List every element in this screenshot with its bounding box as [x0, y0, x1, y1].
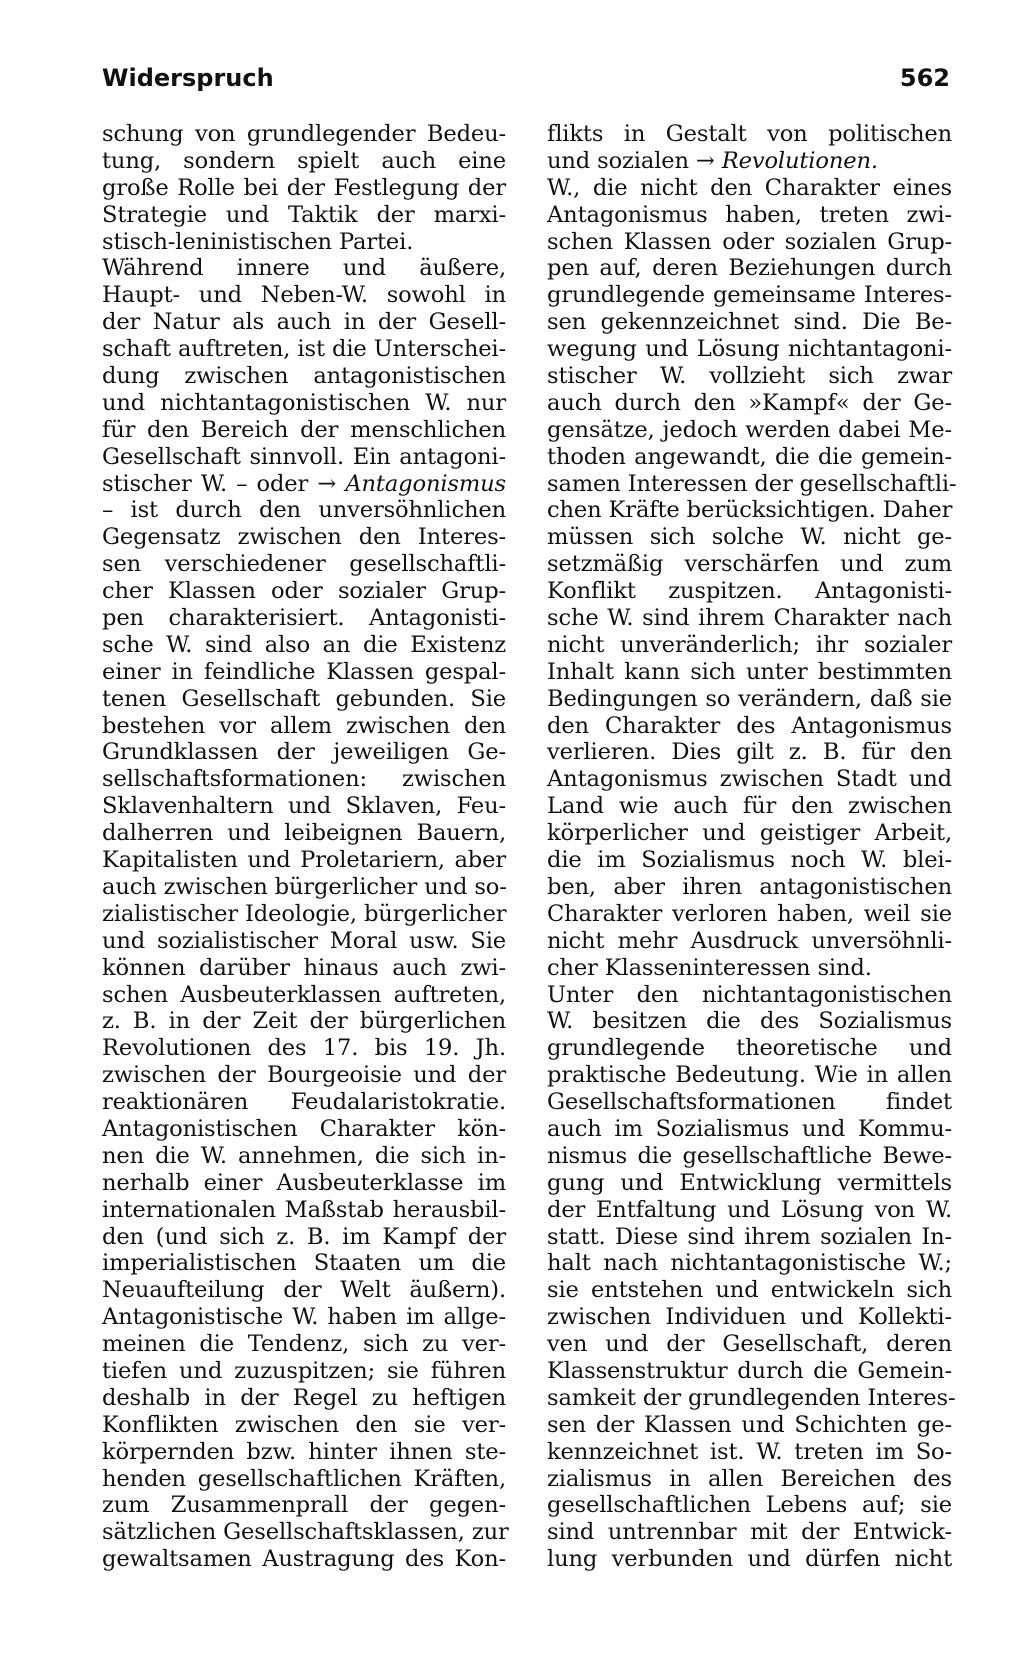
text-line — [102, 901, 506, 928]
text-line-content: zwischen Individuen und Kollekti- — [547, 1304, 952, 1331]
text-line — [547, 578, 952, 605]
text-line-content: schen Ausbeuterklassen auftreten, — [102, 981, 506, 1008]
text-line — [102, 255, 506, 282]
text-line — [102, 1492, 506, 1519]
text-line-content: halt nach nichtantagonistische W.; — [547, 1250, 952, 1277]
text-line — [102, 1170, 506, 1197]
text-line-content: samkeit der grundlegenden Interes- — [547, 1384, 956, 1411]
text-line-content: kennzeichnet ist. W. treten im So- — [547, 1438, 952, 1465]
text-line-content: Haupt- und Neben-W. sowohl in — [102, 282, 506, 309]
text-line — [547, 1546, 952, 1573]
text-line-content: – ist durch den unversöhnlichen — [102, 497, 506, 524]
text-line-content: imperialistischen Staaten um die — [102, 1250, 506, 1277]
text-line — [102, 551, 506, 578]
text-line — [547, 1412, 952, 1439]
text-line-content: dalherren und leibeignen Bauern, — [102, 820, 506, 847]
text-line-content: auch im Sozialismus und Kommu- — [547, 1115, 952, 1142]
text-line — [547, 739, 952, 766]
text-line-content: sen verschiedener gesellschaftli- — [102, 551, 506, 578]
text-line — [102, 874, 506, 901]
text-line-content: Revolutionen des 17. bis 19. Jh. — [102, 1035, 506, 1062]
text-line — [547, 982, 952, 1009]
text-line — [547, 1439, 952, 1466]
text-line-content: sellschaftsformationen: zwischen — [102, 766, 506, 793]
text-line — [102, 524, 506, 551]
text-line — [547, 1008, 952, 1035]
text-line-content: deshalb in der Regel zu heftigen — [102, 1384, 506, 1411]
text-line-content: der Entfaltung und Lösung von W. — [547, 1196, 952, 1223]
text-line — [547, 713, 952, 740]
text-line-content: sätzlichen Gesellschaftsklassen, zur — [102, 1519, 509, 1546]
text-line — [102, 471, 506, 498]
text-line — [102, 713, 506, 740]
text-line — [547, 901, 952, 928]
text-line — [102, 847, 506, 874]
text-line-content: tiefen und zuzuspitzen; sie führen — [102, 1357, 506, 1384]
text-line — [102, 1331, 506, 1358]
text-line-content: stischer W. vollzieht sich zwar — [547, 363, 952, 390]
text-line-content: cher Klasseninteressen sind. — [547, 954, 872, 981]
text-line-content: W., die nicht den Charakter eines — [547, 174, 952, 201]
text-line — [547, 309, 952, 336]
text-line — [547, 1492, 952, 1519]
text-line-content: Sklavenhaltern und Sklaven, Feu- — [102, 793, 506, 820]
text-line-content: statt. Diese sind ihrem sozialen In- — [547, 1223, 952, 1250]
text-line-content: große Rolle bei der Festlegung der — [102, 174, 506, 201]
text-line — [547, 121, 952, 148]
text-line — [102, 1439, 506, 1466]
text-line-content: chen Kräfte berücksichtigen. Daher — [547, 497, 953, 524]
text-line — [102, 1466, 506, 1493]
text-line — [102, 497, 506, 524]
text-line-content: müssen sich solche W. nicht ge- — [547, 524, 952, 551]
text-line-content: tung, sondern spielt auch eine — [102, 147, 506, 174]
text-line — [102, 1197, 506, 1224]
text-line-content: sie entstehen und entwickeln sich — [547, 1277, 952, 1304]
text-line-content: Konflikten zwischen den sie ver- — [102, 1411, 506, 1438]
left-text-column — [102, 121, 509, 1573]
text-line — [102, 121, 506, 148]
text-line-content: Grundklassen der jeweiligen Ge- — [102, 739, 506, 766]
text-line-content: den Charakter des Antagonismus — [547, 712, 952, 739]
text-line-content: Kapitalisten und Proletariern, aber — [102, 847, 506, 874]
text-line-content: sche W. sind ihrem Charakter nach — [547, 605, 952, 632]
text-line-content: zum Zusammenprall der gegen- — [102, 1492, 506, 1519]
text-line — [102, 1546, 506, 1573]
text-line — [547, 390, 952, 417]
text-line-content: Neuaufteilung der Welt äußern). — [102, 1277, 506, 1304]
text-line-content: W. besitzen die des Sozialismus — [547, 1008, 952, 1035]
text-line — [547, 928, 952, 955]
text-line-content: flikts in Gestalt von politischen — [547, 121, 952, 147]
text-line — [102, 444, 506, 471]
text-line — [102, 202, 506, 229]
text-line — [102, 686, 506, 713]
text-line-content: Antagonistische W. haben im allge- — [102, 1304, 506, 1331]
text-line — [547, 1143, 952, 1170]
text-line-content: tenen Gesellschaft gebunden. Sie — [102, 685, 506, 712]
text-line — [102, 309, 506, 336]
text-line-content: der Natur als auch in der Gesell- — [102, 309, 506, 336]
text-line-content: stisch-leninistischen Partei. — [102, 228, 414, 255]
text-line — [547, 955, 952, 982]
text-line-content: Während innere und äußere, — [102, 255, 506, 282]
text-line — [102, 1224, 506, 1251]
text-line — [547, 605, 952, 632]
text-line — [547, 1116, 952, 1143]
text-line — [102, 739, 506, 766]
running-head-title: Widerspruch — [102, 64, 274, 92]
text-line-content: für den Bereich der menschlichen — [102, 416, 506, 443]
text-line — [102, 1358, 506, 1385]
text-line — [547, 1358, 952, 1385]
text-line-content: können darüber hinaus auch zwi- — [102, 954, 506, 981]
text-line-content: sind untrennbar mit der Entwick- — [547, 1519, 952, 1546]
page-number: 562 — [899, 64, 950, 92]
text-line-content: lung verbunden und dürfen nicht — [547, 1546, 952, 1573]
text-line-content: cher Klassen oder sozialer Grup- — [102, 578, 506, 605]
text-line-content: sche W. sind also an die Existenz — [102, 631, 506, 658]
text-line — [102, 928, 506, 955]
text-line-content: und sozialen → — [547, 147, 722, 174]
text-line — [547, 1089, 952, 1116]
text-line — [547, 1466, 952, 1493]
text-line — [102, 632, 506, 659]
text-line-content: die im Sozialismus noch W. blei- — [547, 847, 952, 874]
text-line-content: setzmäßig verschärfen und zum — [547, 551, 952, 578]
text-line — [547, 282, 952, 309]
text-line — [102, 175, 506, 202]
text-line — [102, 1277, 506, 1304]
text-line — [547, 1197, 952, 1224]
text-line — [102, 1519, 509, 1546]
text-line-content: gewaltsamen Austragung des Kon- — [102, 1546, 506, 1573]
text-line — [547, 202, 952, 229]
text-line-content: stischer W. – oder → — [102, 470, 346, 497]
text-line-content: körpernden bzw. hinter ihnen ste- — [102, 1438, 506, 1465]
text-line-content: schung von grundlegender Bedeu- — [102, 121, 506, 147]
text-line-content: thoden angewandt, die die gemein- — [547, 443, 952, 470]
text-line — [547, 1331, 952, 1358]
text-line — [547, 148, 952, 175]
text-line — [547, 417, 952, 444]
text-line — [547, 659, 952, 686]
text-line-content: körperlicher und geistiger Arbeit, — [547, 820, 952, 847]
text-line — [547, 1062, 952, 1089]
text-line-content: grundlegende theoretische und — [547, 1035, 952, 1062]
text-line — [102, 1304, 506, 1331]
text-line-content: zialismus in allen Bereichen des — [547, 1465, 952, 1492]
text-line — [547, 1304, 952, 1331]
text-line — [102, 578, 506, 605]
text-line-content: dung zwischen antagonistischen — [102, 363, 506, 390]
text-line — [547, 1519, 952, 1546]
text-line-content: Antagonismus haben, treten zwi- — [547, 201, 952, 228]
text-line — [547, 874, 952, 901]
text-line — [547, 1035, 952, 1062]
text-line — [547, 1224, 952, 1251]
text-line — [547, 686, 952, 713]
text-line — [547, 444, 952, 471]
text-line-content: nen die W. annehmen, die sich in- — [102, 1142, 506, 1169]
text-line — [102, 1412, 506, 1439]
text-line-content: und sozialistischer Moral usw. Sie — [102, 927, 506, 954]
text-line-content: Charakter verloren haben, weil sie — [547, 900, 952, 927]
text-line — [547, 1170, 952, 1197]
text-line-content: Land wie auch für den zwischen — [547, 793, 952, 820]
text-line-content: sen gekennzeichnet sind. Die Be- — [547, 309, 952, 336]
text-line-content: sen der Klassen und Schichten ge- — [547, 1411, 952, 1438]
text-line — [102, 390, 506, 417]
text-line-content: Bedingungen so verändern, daß sie — [547, 685, 952, 712]
text-line — [102, 1385, 506, 1412]
text-line — [547, 1250, 952, 1277]
text-line-content: bestehen vor allem zwischen den — [102, 712, 506, 739]
text-line — [102, 1250, 506, 1277]
text-line — [547, 470, 957, 498]
text-line-content: den (und sich z. B. im Kampf der — [102, 1223, 506, 1250]
text-line-content: pen auf, deren Beziehungen durch — [547, 255, 952, 282]
text-line — [547, 497, 952, 524]
text-line-content: Konflikt zuspitzen. Antagonisti- — [547, 578, 952, 605]
text-line-content: auch durch den »Kampf« der Ge- — [547, 389, 952, 416]
text-line — [102, 793, 506, 820]
text-line-content: und nichtantagonistischen W. nur — [102, 389, 506, 416]
text-line-content: ben, aber ihren antagonistischen — [547, 873, 952, 900]
cross-reference-term: Antagonismus — [345, 470, 506, 497]
text-line-content: einer in feindliche Klassen gespal- — [102, 658, 506, 685]
text-line-content: Antagonismus zwischen Stadt und — [547, 766, 952, 793]
text-line — [102, 363, 506, 390]
right-text-column — [547, 121, 957, 1573]
text-line — [547, 255, 952, 282]
text-line — [547, 1384, 956, 1412]
text-line — [102, 282, 506, 309]
text-line-content: internationalen Maßstab herausbil- — [102, 1196, 506, 1223]
text-line-content: Gegensatz zwischen den Interes- — [102, 524, 506, 551]
text-line — [547, 820, 952, 847]
text-line-content: Gesellschaft sinnvoll. Ein antagoni- — [102, 443, 506, 470]
text-line-content: reaktionären Feudalaristokratie. — [102, 1089, 506, 1116]
text-line — [547, 793, 952, 820]
text-line-content: verlieren. Dies gilt z. B. für den — [547, 739, 952, 766]
text-line-content: nicht mehr Ausdruck unversöhnli- — [547, 927, 952, 954]
text-line — [102, 820, 506, 847]
text-line — [102, 982, 506, 1009]
text-line-content: zialistischer Ideologie, bürgerlicher — [102, 900, 507, 927]
text-line-content: nismus die gesellschaftliche Bewe- — [547, 1142, 952, 1169]
text-line — [102, 336, 506, 363]
text-line-content: nicht unveränderlich; ihr sozialer — [547, 631, 952, 658]
text-line-content: nerhalb einer Ausbeuterklasse im — [102, 1169, 506, 1196]
text-line-content: gesellschaftlichen Lebens auf; sie — [547, 1492, 952, 1519]
text-line — [102, 1035, 506, 1062]
text-line — [547, 175, 952, 202]
text-line-content: pen charakterisiert. Antagonisti- — [102, 605, 506, 632]
text-line — [547, 847, 952, 874]
text-line-content: henden gesellschaftlichen Kräften, — [102, 1465, 506, 1492]
text-line-content: praktische Bedeutung. Wie in allen — [547, 1062, 952, 1089]
text-line — [547, 632, 952, 659]
text-line-content: Antagonistischen Charakter kön- — [102, 1115, 506, 1142]
text-line — [102, 417, 506, 444]
text-line — [102, 1116, 506, 1143]
text-line-content: wegung und Lösung nichtantagoni- — [547, 336, 952, 363]
text-line — [102, 766, 506, 793]
text-line — [102, 955, 506, 982]
text-line — [102, 1008, 506, 1035]
text-line — [102, 229, 506, 256]
text-line-content: schen Klassen oder sozialen Grup- — [547, 228, 952, 255]
text-line — [547, 363, 952, 390]
text-line — [102, 659, 506, 686]
text-line-content: gensätze, jedoch werden dabei Me- — [547, 416, 952, 443]
text-line-content: schaft auftreten, ist die Unterschei- — [102, 336, 506, 363]
text-line-content: ven und der Gesellschaft, deren — [547, 1331, 952, 1358]
text-line-content: z. B. in der Zeit der bürgerlichen — [102, 1008, 506, 1035]
text-line-content: auch zwischen bürgerlicher und so- — [102, 873, 507, 900]
text-line — [547, 524, 952, 551]
text-line-content: meinen die Tendenz, sich zu ver- — [102, 1331, 506, 1358]
text-line — [547, 1277, 952, 1304]
text-line — [102, 605, 506, 632]
text-line — [547, 766, 952, 793]
cross-reference-term: Revolutionen. — [721, 147, 878, 174]
text-line — [547, 551, 952, 578]
text-line — [102, 1143, 506, 1170]
text-line-content: gung und Entwicklung vermittels — [547, 1169, 952, 1196]
text-line-content: zwischen der Bourgeoisie und der — [102, 1062, 506, 1089]
text-line — [547, 336, 952, 363]
text-line — [102, 1089, 506, 1116]
text-line-content: Klassenstruktur durch die Gemein- — [547, 1357, 952, 1384]
text-line — [102, 1062, 506, 1089]
text-line-content: Unter den nichtantagonistischen — [547, 981, 952, 1008]
text-line — [102, 148, 506, 175]
page-header — [102, 60, 950, 96]
text-line-content: Strategie und Taktik der marxi- — [102, 201, 506, 228]
text-line-content: Inhalt kann sich unter bestimmten — [547, 658, 952, 685]
text-line-content: Gesellschaftsformationen findet — [547, 1089, 952, 1116]
text-line — [547, 229, 952, 256]
text-line-content: samen Interessen der gesellschaftli- — [547, 470, 957, 497]
text-line-content: grundlegende gemeinsame Interes- — [547, 282, 952, 309]
